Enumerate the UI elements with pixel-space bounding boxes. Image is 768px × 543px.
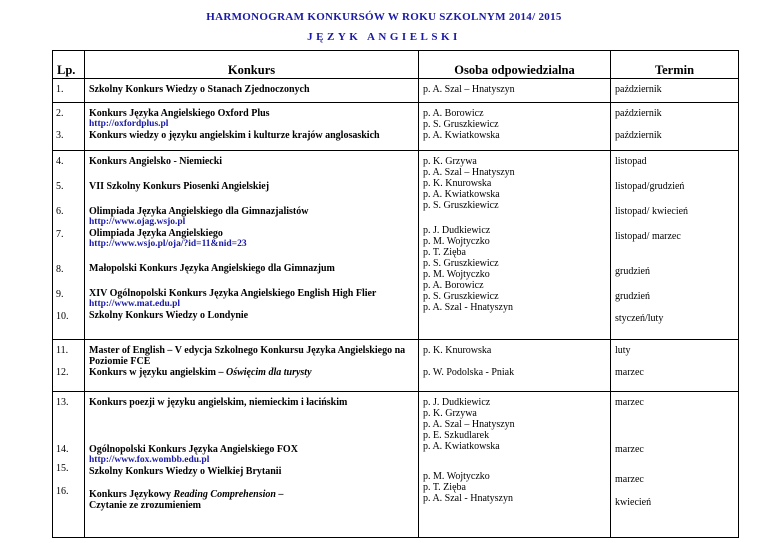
konkurs-name [89,489,414,500]
termin-value: marzec [615,367,644,378]
table-row [53,340,739,392]
osoba-name: p. K. Knurowska [423,178,492,189]
osoba-name: p. A. Borowicz [423,108,484,119]
osoba-name: p. S. Gruszkiewicz [423,258,499,269]
konkurs-name: Szkolny Konkurs Wiedzy o Wielkiej Brytanii [89,466,282,477]
termin-value: marzec [615,397,644,408]
osoba-cell [419,151,611,340]
termin-value: marzec [615,474,644,485]
termin-value: kwiecień [615,497,652,508]
lp-number: 14. [56,444,69,455]
lp-number: 6. [56,206,64,217]
lp-number: 13. [56,397,69,408]
konkurs-name: Konkurs Języka Angielskiego Oxford Plus [89,108,270,119]
osoba-name: p. A. Szal – Hnatyszyn [423,419,515,430]
osoba-name: p. T. Zięba [423,247,466,258]
termin-cell [611,340,739,392]
konkurs-name: Olimpiada Języka Angielskiego [89,228,223,239]
lp-number: 9. [56,289,64,300]
osoba-name: p. T. Zięba [423,482,466,493]
osoba-name: p. M. Wojtyczko [423,236,490,247]
termin-value: listopad/ marzec [615,231,681,242]
table-row [53,79,739,103]
konkurs-name-italic: Reading Comprehension – [173,489,284,500]
konkurs-cell [85,151,419,340]
table-row [53,392,739,538]
konkurs-name-line2: Czytanie ze zrozumieniem [89,500,201,511]
osoba-name: p. K. Grzywa [423,156,477,167]
lp-number: 1. [56,84,64,95]
konkurs-name [89,367,414,378]
termin-cell [611,392,739,538]
termin-cell [611,79,739,103]
osoba-name: p. J. Dudkiewicz [423,397,491,408]
termin-value: listopad [615,156,647,167]
osoba-name: p. K. Grzywa [423,408,477,419]
konkurs-name: Szkolny Konkurs Wiedzy o Stanach Zjednoczonych [89,84,310,95]
konkurs-name-text: Konkurs w języku angielskim – [89,367,226,378]
lp-number: 8. [56,264,64,275]
termin-value: marzec [615,444,644,455]
column-header-termin: Termin [611,51,739,79]
table-row [53,103,739,151]
osoba-name: p. A. Kwiatkowska [423,130,500,141]
competitions-table [52,50,739,538]
osoba-cell [419,79,611,103]
termin-value: październik [615,84,662,95]
konkurs-name: Olimpiada Języka Angielskiego dla Gimnazjalistów [89,206,309,217]
lp-number: 16. [56,486,69,497]
konkurs-link[interactable]: http://www.wsjo.pl/oja/?id=11&nid=23 [89,239,247,249]
osoba-name: p. A. Kwiatkowska [423,441,500,452]
konkurs-name-italic: Oświęcim dla turysty [225,367,312,378]
osoba-name: p. S. Gruszkiewicz [423,200,499,211]
konkurs-name: Ogólnopolski Konkurs Języka Angielskiego FOX [89,444,298,455]
lp-number: 4. [56,156,64,167]
osoba-name: p. A. Borowicz [423,280,484,291]
osoba-name: p. J. Dudkiewicz [423,225,491,236]
termin-value: październik [615,130,662,141]
termin-value: listopad/ kwiecień [615,206,689,217]
osoba-name: p. A. Szal - Hnatyszyn [423,493,513,504]
lp-number: 15. [56,463,69,474]
konkurs-cell [85,103,419,151]
konkurs-name-text: Konkurs Językowy [89,489,174,500]
lp-cell [53,103,85,151]
osoba-name: p. E. Szkudlarek [423,430,490,441]
konkurs-link[interactable]: http://oxfordplus.pl [89,119,169,129]
konkurs-name: Konkurs poezji w języku angielskim, niemieckim i łacińskim [89,397,348,408]
lp-number: 11. [56,345,69,356]
osoba-name: p. A. Szal – Hnatyszyn [423,167,515,178]
termin-value: grudzień [615,291,650,302]
konkurs-name: XIV Ogólnopolski Konkurs Języka Angielskiego English High Flier [89,288,377,299]
konkurs-cell [85,79,419,103]
termin-value: styczeń/luty [615,313,664,324]
osoba-name: p. A. Kwiatkowska [423,189,500,200]
osoba-name: p. S. Gruszkiewicz [423,291,499,302]
osoba-name: p. M. Wojtyczko [423,269,490,280]
termin-value: grudzień [615,266,650,277]
page-title: HARMONOGRAM KONKURSÓW W ROKU SZKOLNYM 2014/ 2015 [206,11,562,23]
osoba-name: p. S. Gruszkiewicz [423,119,499,130]
osoba-name: p. A. Szal - Hnatyszyn [423,302,513,313]
lp-number: 12. [56,367,69,378]
konkurs-link[interactable]: http://www.fox.wombb.edu.pl [89,455,210,465]
konkurs-name: Małopolski Konkurs Języka Angielskiego dla Gimnazjum [89,263,335,274]
column-header-lp: Lp. [53,51,85,79]
konkurs-link[interactable]: http://www.ojag.wsjo.pl [89,217,186,227]
lp-number: 7. [56,229,64,240]
konkurs-cell [85,340,419,392]
osoba-name: p. M. Wojtyczko [423,471,490,482]
lp-cell [53,340,85,392]
konkurs-name: VII Szkolny Konkurs Piosenki Angielskiej [89,181,270,192]
konkurs-link[interactable]: http://www.mat.edu.pl [89,299,181,309]
lp-number: 3. [56,130,64,141]
lp-cell [53,392,85,538]
osoba-cell [419,340,611,392]
osoba-name: p. W. Podolska - Pniak [423,367,515,378]
konkurs-name: Master of English – V edycja Szkolnego Konkursu Języka Angielskiego na Poziomie FCE [89,345,406,367]
table-row [53,151,739,340]
osoba-cell [419,392,611,538]
termin-cell [611,103,739,151]
konkurs-name: Konkurs wiedzy o języku angielskim i kulturze krajów anglosaskich [89,130,380,141]
lp-number: 5. [56,181,64,192]
column-header-konkurs: Konkurs [85,51,419,79]
osoba-name: p. A. Szal – Hnatyszyn [423,84,515,95]
konkurs-name: Konkurs Angielsko - Niemiecki [89,156,223,167]
termin-value: listopad/grudzień [615,181,685,192]
konkurs-name: Szkolny Konkurs Wiedzy o Londynie [89,310,249,321]
osoba-name: p. K. Knurowska [423,345,492,356]
column-header-osoba: Osoba odpowiedzialna [419,51,611,79]
lp-number: 10. [56,311,69,322]
termin-cell [611,151,739,340]
konkurs-cell [85,392,419,538]
lp-number: 2. [56,108,64,119]
osoba-cell [419,103,611,151]
lp-cell [53,79,85,103]
termin-value: luty [615,345,631,356]
termin-value: październik [615,108,662,119]
lp-cell [53,151,85,340]
page-subtitle: JĘZYK ANGIELSKI [307,31,461,43]
table-header-row [53,51,739,79]
